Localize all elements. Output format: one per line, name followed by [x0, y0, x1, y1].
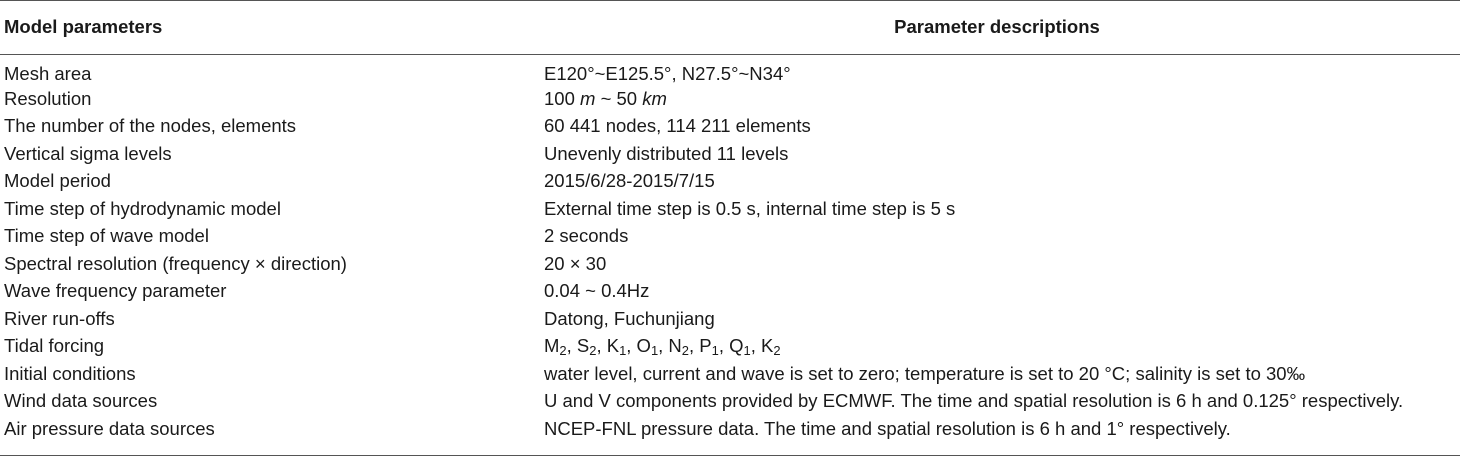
parameter-name: Time step of hydrodynamic model [4, 197, 281, 219]
table-row [0, 250, 1460, 278]
table-row [0, 305, 1460, 333]
header-row [0, 0, 1460, 54]
parameter-description: E120°~E125.5°, N27.5°~N34° [544, 63, 791, 84]
parameter-description: water level, current and wave is set to zero; temperature is set to 20 °C; salinity is set to 30‰ [544, 362, 1306, 384]
table-row [0, 195, 1460, 223]
parameter-name: Wind data sources [4, 390, 158, 412]
parameter-name: Initial conditions [4, 362, 136, 384]
table-row [0, 223, 1460, 251]
parameter-name: Wave frequency parameter [4, 280, 227, 302]
table-row [0, 415, 1460, 443]
table-row [0, 113, 1460, 141]
parameter-description: 2 seconds [544, 225, 629, 247]
bottom-rule [0, 455, 1460, 456]
table-row [0, 278, 1460, 306]
parameter-name: Vertical sigma levels [4, 142, 172, 164]
parameter-description: 100 m ~ 50 km [544, 87, 667, 109]
parameter-name: Resolution [4, 87, 92, 109]
parameter-description: NCEP-FNL pressure data. The time and spatial resolution is 6 h and 1° respectively. [544, 417, 1231, 439]
parameter-description: Unevenly distributed 11 levels [544, 142, 789, 164]
header-model-parameters: Model parameters [4, 16, 163, 37]
parameter-description: $M_2$, $S_2$, $K_1$, $O_1$, $N_2$, $P_1$, $Q_1$, $K_2$ [544, 334, 781, 358]
parameter-name: River run-offs [4, 307, 115, 329]
parameter-name: Model period [4, 170, 111, 192]
parameter-description: External time step is 0.5 s, internal time step is 5 s [544, 197, 956, 219]
parameter-name: Tidal forcing [4, 335, 105, 357]
header-parameter-descriptions: Parameter descriptions [894, 16, 1100, 37]
parameter-name: The number of the nodes, elements [4, 115, 297, 137]
parameter-description: 2015/6/28-2015/7/15 [544, 170, 715, 192]
parameter-name: Mesh area [4, 63, 92, 84]
table-row [0, 388, 1460, 416]
parameter-description: Datong, Fuchunjiang [544, 307, 715, 329]
parameter-description: U and V components provided by ECMWF. The time and spatial resolution is 6 h and 0.125° respectively. [544, 390, 1404, 412]
table-row [0, 85, 1460, 113]
parameter-name: Air pressure data sources [4, 417, 215, 439]
table-row [0, 168, 1460, 196]
parameter-name: Time step of wave model [4, 225, 209, 247]
table-row [0, 360, 1460, 388]
parameter-description: 0.04 ~ 0.4Hz [544, 280, 650, 302]
table-row [0, 140, 1460, 168]
table-row [0, 54, 1460, 85]
parameter-description: 20 × 30 [544, 252, 607, 274]
table-row [0, 333, 1460, 361]
parameter-name: Spectral resolution (frequency × direction) [4, 252, 347, 274]
parameter-description: 60 441 nodes, 114 211 elements [544, 115, 811, 137]
